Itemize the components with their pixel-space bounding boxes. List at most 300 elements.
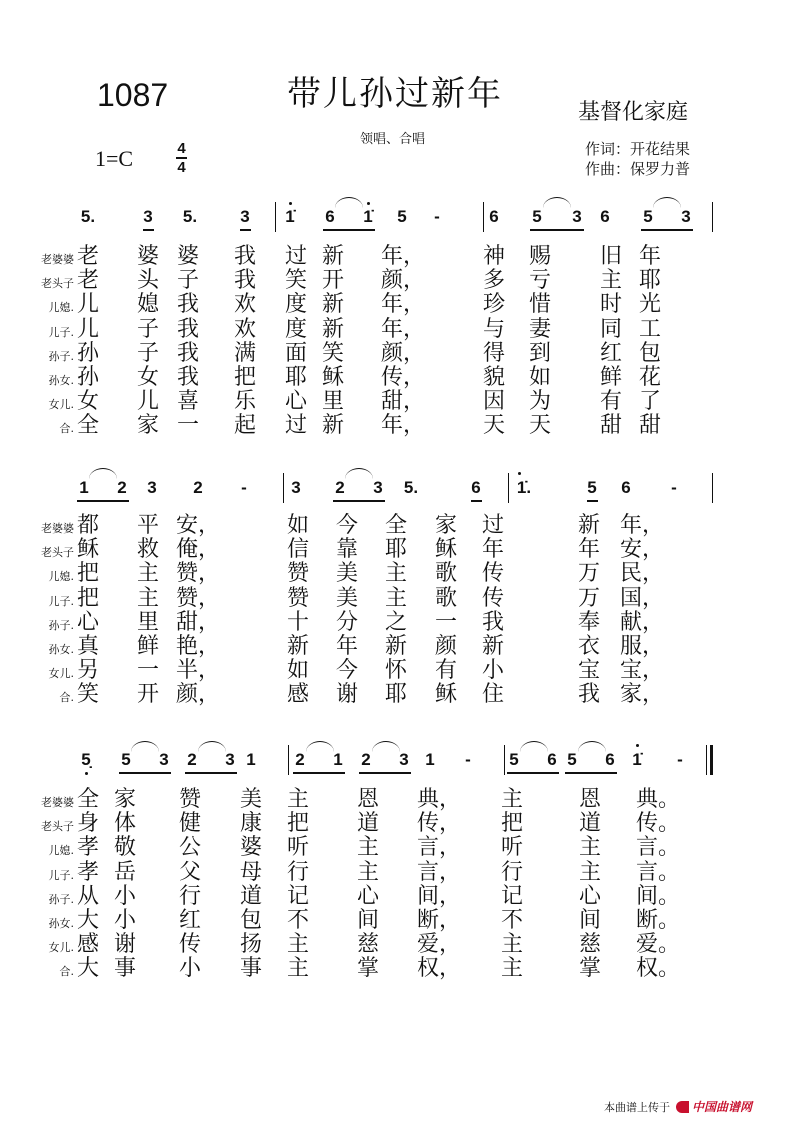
site-name: 中国曲谱网	[692, 1100, 753, 1114]
note: 3	[147, 478, 157, 497]
lyric-char: 真	[76, 634, 100, 659]
slur	[578, 741, 606, 752]
lyric-char: 我	[577, 682, 601, 708]
barline	[283, 473, 284, 503]
lyric-char: 断。	[635, 908, 681, 933]
lyric-char: 慈	[578, 932, 602, 958]
role-label: 儿媳.	[48, 301, 74, 315]
lyric-char: 把	[76, 585, 100, 611]
lyric-char: 耶	[384, 537, 408, 563]
lyric-char: 得	[482, 340, 506, 366]
lyric-char: 红	[178, 908, 202, 933]
lyric-char: 耶	[384, 682, 408, 708]
lyric-char: 言。	[635, 859, 681, 885]
score-number: 1087	[97, 77, 169, 113]
lyric-char: 心	[578, 883, 602, 909]
lyric-char: 包	[638, 340, 662, 366]
lyric-char: 婆	[176, 244, 200, 269]
lyric-char: 一	[434, 609, 458, 635]
lyric-char: 健	[178, 811, 202, 837]
underline	[587, 500, 598, 502]
role-label: 老婆婆	[41, 253, 74, 266]
lyric-char: 衣	[577, 634, 601, 659]
lyric-char: 慈	[356, 932, 380, 958]
lyric-char: 听	[286, 835, 310, 861]
note: -	[434, 207, 440, 226]
role-label: 孙女.	[48, 643, 74, 656]
lyric-char: 主	[384, 585, 408, 611]
lyric-char: 笑	[76, 682, 100, 708]
barline	[483, 202, 484, 232]
site-logo[interactable]	[676, 1098, 752, 1115]
note: 5	[587, 478, 597, 497]
lyric-char: 年，	[619, 513, 665, 538]
role-label: 合.	[59, 965, 74, 979]
lyric-char: 鲜	[599, 365, 623, 390]
lyric-char: 稣	[434, 682, 458, 708]
lyric-char: 主	[286, 956, 310, 982]
lyric-char: 天	[482, 413, 506, 439]
slur	[198, 741, 226, 752]
lyric-char: 年，	[380, 292, 426, 318]
lyric-char: 我	[233, 244, 257, 269]
lyric-char: 过	[284, 244, 308, 269]
lyric-char: 间。	[635, 883, 681, 909]
lyric-char: 信	[286, 537, 310, 563]
note: 6	[325, 207, 335, 226]
lyric-char: 典，	[416, 787, 462, 812]
lyric-char: 间，	[416, 883, 462, 909]
lyric-char: 孙	[76, 365, 100, 390]
underline	[119, 772, 171, 774]
lyric-char: 为	[528, 389, 552, 415]
lyric-char: 年	[638, 244, 662, 269]
lyric-char: 主	[578, 859, 602, 885]
lyric-char: 主	[599, 268, 623, 294]
lyric-char: 言，	[416, 835, 462, 861]
role-label: 老头子	[41, 820, 74, 834]
lyric-char: 间	[356, 908, 380, 933]
note: 5.	[403, 478, 419, 497]
lyric-char: 里	[136, 609, 160, 635]
barline	[712, 202, 713, 232]
time-signature-bottom: 4	[177, 158, 186, 176]
lyric-char: 头	[136, 268, 160, 294]
lyric-char: 典。	[635, 787, 681, 812]
lyric-char: 全	[76, 787, 100, 812]
lyric-char: 稣	[76, 537, 100, 563]
note: 3	[225, 750, 235, 769]
lyric-char: 颜	[434, 634, 458, 659]
role-label: 儿媳.	[48, 844, 74, 858]
lyric-char: 把	[286, 811, 310, 837]
lyric-char: 父	[178, 859, 202, 885]
slur	[520, 741, 548, 752]
note: 2	[361, 750, 371, 769]
lyric-char: 满	[233, 340, 257, 366]
lyric-char: 新	[321, 244, 345, 269]
lyric-char: 家	[113, 787, 137, 812]
lyric-char: 记	[500, 883, 524, 909]
lyric-char: 年，	[380, 413, 426, 439]
high-octave-dot	[367, 202, 370, 205]
underline	[530, 229, 584, 231]
lyric-char: 权。	[635, 956, 681, 982]
lyric-char: 今	[335, 513, 359, 538]
lyric-char: 主	[500, 932, 524, 958]
lyric-char: 孝	[76, 835, 100, 861]
lyric-char: 了	[638, 389, 662, 415]
lyric-char: 小	[178, 956, 202, 982]
slur	[335, 197, 363, 208]
note: 6	[621, 478, 631, 497]
lyric-char: 权，	[416, 956, 462, 982]
high-octave-dot	[636, 744, 639, 747]
lyric-char: 如	[286, 513, 310, 538]
high-octave-dot	[518, 472, 521, 475]
lyric-char: 老	[76, 268, 100, 294]
lyric-char: 赞	[286, 561, 310, 587]
lyric-char: 把	[500, 811, 524, 837]
lyric-char: 另	[76, 658, 100, 684]
lyric-char: 间	[578, 908, 602, 933]
note: 5̣	[81, 750, 91, 769]
lyric-char: 谢	[335, 682, 359, 708]
lyric-char: 年	[481, 537, 505, 563]
lyric-char: 新	[286, 634, 310, 659]
note: 2	[335, 478, 345, 497]
note: 3	[159, 750, 169, 769]
lyric-char: 行	[286, 859, 310, 885]
lyric-char: 靠	[335, 537, 359, 563]
lyric-char: 我	[176, 365, 200, 390]
lyric-char: 与	[482, 316, 506, 342]
lyric-char: 颜，	[175, 682, 221, 708]
note: 6	[547, 750, 557, 769]
lyric-char: 不	[286, 908, 310, 933]
lyric-char: 奉	[577, 609, 601, 635]
underline	[507, 772, 559, 774]
lyric-char: 事	[239, 956, 263, 982]
lyric-char: 事	[113, 956, 137, 982]
role-label: 女儿.	[48, 941, 74, 955]
lyric-char: 献，	[619, 609, 665, 635]
note: 6	[605, 750, 615, 769]
note: 5	[509, 750, 519, 769]
lyric-char: 传，	[380, 365, 426, 390]
lyric-char: 妻	[528, 316, 552, 342]
lyric-char: 大	[76, 956, 100, 982]
lyric-char: 传。	[635, 811, 681, 837]
lyric-char: 一	[136, 658, 160, 684]
lyric-char: 甜	[638, 413, 662, 439]
lyric-char: 欢	[233, 316, 257, 342]
lyric-char: 媳	[136, 292, 160, 318]
lyric-char: 感	[286, 682, 310, 708]
lyric-char: 工	[638, 316, 662, 342]
note: -	[241, 478, 247, 497]
lyric-char: 时	[599, 292, 623, 318]
lyric-char: 心	[76, 609, 100, 635]
lyric-char: 貌	[482, 365, 506, 390]
lyric-char: 耶	[284, 365, 308, 390]
underline	[323, 229, 375, 231]
lyric-char: 体	[113, 811, 137, 837]
note: 5	[397, 207, 407, 226]
lyric-char: 道	[356, 811, 380, 837]
note: 5	[643, 207, 653, 226]
lyric-char: 喜	[176, 389, 200, 415]
role-label: 孙女.	[48, 917, 74, 930]
underline	[293, 772, 345, 774]
lyric-char: 不	[500, 908, 524, 933]
lyric-char: 赞，	[175, 561, 221, 587]
role-label: 老头子	[41, 277, 74, 291]
lyric-char: 开	[136, 682, 160, 708]
note: 1̇	[632, 750, 642, 769]
lyric-char: 道	[578, 811, 602, 837]
lyric-char: 年，	[380, 244, 426, 269]
lyric-char: 安，	[619, 537, 665, 563]
lyric-char: 爱，	[416, 932, 462, 958]
note: 3	[373, 478, 383, 497]
barline	[275, 202, 276, 232]
lyric-char: 分	[335, 609, 359, 635]
high-octave-dot	[289, 202, 292, 205]
lyric-char: 扬	[239, 932, 263, 958]
lyric-char: 主	[356, 835, 380, 861]
note: 2	[193, 478, 203, 497]
underline	[359, 772, 411, 774]
underline	[240, 229, 251, 231]
lyric-char: 孝	[76, 859, 100, 885]
lyric-char: 有	[434, 658, 458, 684]
lyric-char: 母	[239, 859, 263, 885]
lyric-char: 美	[239, 787, 263, 812]
lyric-char: 岳	[113, 859, 137, 885]
lyric-char: 美	[335, 561, 359, 587]
note: 3	[399, 750, 409, 769]
lyric-char: 如	[528, 365, 552, 390]
lyric-char: 多	[482, 268, 506, 294]
lyric-char: 我	[481, 609, 505, 635]
lyric-char: 言。	[635, 835, 681, 861]
note: 5.	[80, 207, 96, 226]
note: 2	[295, 750, 305, 769]
lyric-char: 子	[176, 268, 200, 294]
underline	[565, 772, 617, 774]
lyric-char: 主	[356, 859, 380, 885]
lyric-char: 心	[284, 389, 308, 415]
slur	[89, 468, 117, 479]
lyric-char: 年	[335, 634, 359, 659]
lyric-char: 心	[356, 883, 380, 909]
barline	[504, 745, 505, 775]
role-label: 孙女.	[48, 374, 74, 387]
lyric-char: 鲜	[136, 634, 160, 659]
lyric-char: 谢	[113, 932, 137, 958]
note: 5	[121, 750, 131, 769]
lyric-char: 宝，	[619, 658, 665, 684]
lyric-char: 行	[500, 859, 524, 885]
slur	[543, 197, 571, 208]
lyric-char: 言，	[416, 859, 462, 885]
lyric-char: 笑	[284, 268, 308, 294]
lyric-char: 因	[482, 389, 506, 415]
low-octave-dot	[85, 772, 88, 775]
slur	[372, 741, 400, 752]
lyric-char: 如	[286, 658, 310, 684]
lyric-char: 服，	[619, 634, 665, 659]
note: 3	[240, 207, 250, 226]
lyric-char: 子	[136, 316, 160, 342]
lyric-char: 包	[239, 908, 263, 933]
lyric-char: 康	[239, 811, 263, 837]
lyric-char: 里	[321, 389, 345, 415]
role-label: 合.	[59, 691, 74, 705]
lyric-char: 亏	[528, 268, 552, 294]
lyric-char: 主	[500, 787, 524, 812]
note: -	[465, 750, 471, 769]
lyric-char: 惜	[528, 292, 552, 318]
lyric-char: 赞，	[175, 585, 221, 611]
lyric-char: 小	[113, 883, 137, 909]
lyricist-credit: 作词：开花结果	[585, 140, 691, 158]
lyric-char: 掌	[578, 956, 602, 982]
lyric-char: 小	[481, 658, 505, 684]
lyric-char: 身	[76, 811, 100, 837]
lyric-char: 度	[284, 292, 308, 318]
note: 1	[246, 750, 256, 769]
role-label: 合.	[59, 422, 74, 436]
slur	[131, 741, 159, 752]
lyric-char: 从	[76, 883, 100, 909]
lyric-char: 孙	[76, 340, 100, 366]
lyric-char: 过	[481, 513, 505, 538]
lyric-char: 把	[76, 561, 100, 587]
lyric-char: 有	[599, 389, 623, 415]
song-title: 带儿孙过新年	[287, 74, 503, 114]
lyric-char: 救	[136, 537, 160, 563]
lyric-char: 主	[136, 561, 160, 587]
lyric-char: 感	[76, 932, 100, 958]
lyric-char: 耶	[638, 268, 662, 294]
lyric-char: 主	[286, 932, 310, 958]
underline	[77, 500, 129, 502]
lyric-char: 小	[113, 908, 137, 933]
lyric-char: 记	[286, 883, 310, 909]
lyric-char: 主	[286, 787, 310, 812]
lyric-char: 万	[577, 585, 601, 611]
lyric-char: 爱。	[635, 932, 681, 958]
note: 1̇.	[516, 478, 532, 497]
lyric-char: 主	[384, 561, 408, 587]
composer-credit: 作曲：保罗力普	[585, 160, 691, 178]
role-label: 女儿.	[48, 667, 74, 681]
upload-text: 本曲谱上传于	[604, 1100, 670, 1114]
lyric-char: 恩	[578, 787, 602, 812]
lyric-char: 婆	[136, 244, 160, 269]
lyric-char: 老	[76, 244, 100, 269]
lyric-char: 笑	[321, 340, 345, 366]
lyric-char: 美	[335, 585, 359, 611]
lyric-char: 年	[577, 537, 601, 563]
note: 6	[600, 207, 610, 226]
lyric-char: 婆	[239, 835, 263, 861]
note: 5.	[182, 207, 198, 226]
role-label: 儿媳.	[48, 570, 74, 584]
lyric-char: 儿	[76, 316, 100, 342]
note: -	[677, 750, 683, 769]
lyric-char: 新	[321, 316, 345, 342]
lyric-char: 传，	[416, 811, 462, 837]
lyric-char: 平	[136, 513, 160, 538]
lyric-char: 甜，	[380, 389, 426, 415]
lyric-char: 家，	[619, 682, 665, 708]
lyric-char: 之	[384, 609, 408, 635]
note: 1̇	[363, 207, 373, 226]
lyric-char: 旧	[599, 244, 623, 269]
lyric-char: 我	[176, 292, 200, 318]
lyric-char: 到	[528, 340, 552, 366]
time-signature	[176, 140, 187, 176]
barline	[712, 473, 713, 503]
slur	[345, 468, 373, 479]
role-label: 孙子.	[48, 349, 74, 363]
lyric-char: 甜	[599, 413, 623, 439]
lyric-char: 稣	[434, 537, 458, 563]
role-label: 儿子.	[48, 594, 74, 608]
lyric-char: 天	[528, 413, 552, 439]
lyric-char: 赐	[528, 244, 552, 269]
underline	[143, 229, 154, 231]
lyric-char: 艳，	[175, 634, 221, 659]
lyric-char: 红	[599, 340, 623, 366]
slur	[653, 197, 681, 208]
lyric-char: 儿	[76, 292, 100, 318]
lyric-char: 半，	[175, 658, 221, 684]
note: 1	[79, 478, 89, 497]
note: 5	[532, 207, 542, 226]
role-label: 儿子.	[48, 868, 74, 882]
note: 3	[572, 207, 582, 226]
lyric-char: 公	[178, 835, 202, 861]
lyric-char: 怀	[384, 658, 408, 684]
lyric-char: 万	[577, 561, 601, 587]
lyric-char: 歌	[434, 561, 458, 587]
lyric-char: 子	[136, 340, 160, 366]
lyric-char: 赞	[286, 585, 310, 611]
lyric-char: 断，	[416, 908, 462, 933]
note: 3	[681, 207, 691, 226]
barline	[288, 745, 289, 775]
lyric-char: 国，	[619, 585, 665, 611]
lyric-char: 我	[176, 340, 200, 366]
lyric-char: 年，	[380, 316, 426, 342]
lyric-char: 乐	[233, 389, 257, 415]
note: 6	[471, 478, 481, 497]
underline	[641, 229, 693, 231]
logo-icon	[676, 1101, 689, 1113]
lyric-char: 过	[284, 413, 308, 439]
lyric-char: 起	[233, 413, 257, 439]
note: -	[671, 478, 677, 497]
lyric-char: 家	[434, 513, 458, 538]
role-label: 女儿.	[48, 398, 74, 412]
role-label: 老婆婆	[41, 796, 74, 809]
lyric-char: 女	[76, 389, 100, 415]
lyric-char: 传	[178, 932, 202, 958]
